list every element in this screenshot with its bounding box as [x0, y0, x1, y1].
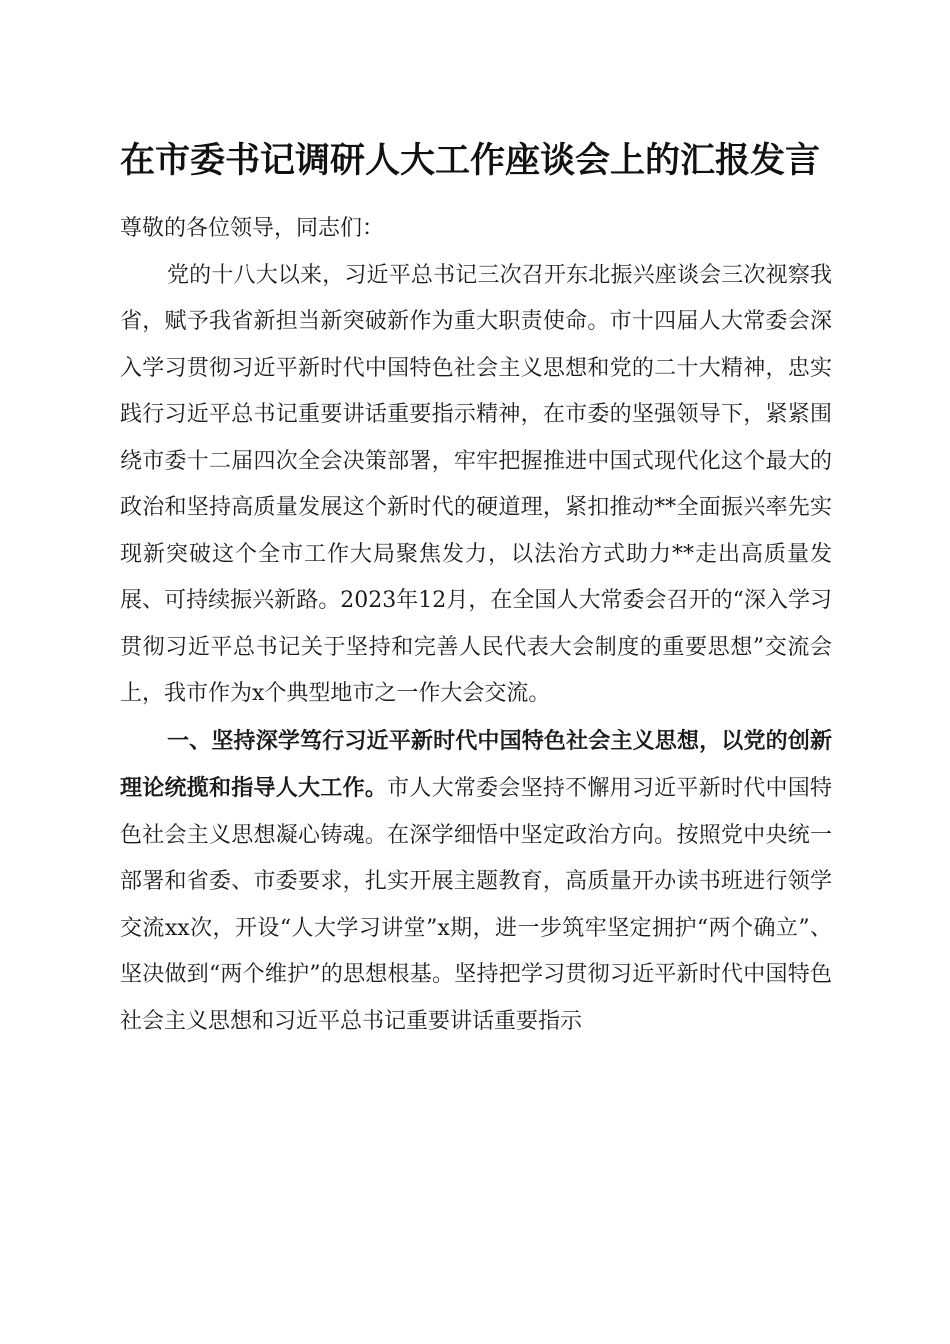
section-1-heading: 一、坚持深学笃行习近平新时代中国特色社会主义思想，以党的创新理论统揽和指导人大工作。 [120, 727, 832, 801]
document-body [120, 206, 832, 1045]
document-title: 在市委书记调研人大工作座谈会上的汇报发言 [119, 140, 820, 181]
section-1-text: 市人大常委会坚持不懈用习近平新时代中国特色社会主义思想凝心铸魂。在深学细悟中坚定政治方向。按照党中央统一部署和省委、市委要求，扎实开展主题教育，高质量开办读书班进行领学交流xx次，开设“人大学习讲堂”x期，进一步筑牢坚定拥护“两个确立”、坚决做到“两个维护”的思想根基。坚持把学习贯彻习近平新时代中国特色社会主义思想和习近平总书记重要讲话重要指示 [120, 776, 832, 1034]
salutation: 尊敬的各位领导，同志们： [120, 216, 385, 241]
paragraph-section-1 [120, 718, 832, 1046]
paragraph-intro: 党的十八大以来，习近平总书记三次召开东北振兴座谈会三次视察我省，赋予我省新担当新突破新作为重大职责使命。市十四届人大常委会深入学习贯彻习近平新时代中国特色社会主义思想和党的二十大精神，忠实践行习近平总书记重要讲话重要指示精神，在市委的坚强领导下，紧紧围绕市委十二届四次全会决策部署，牢牢把握推进中国式现代化这个最大的政治和坚持高质量发展这个新时代的硬道理，紧扣推动**全面振兴率先实现新突破这个全市工作大局聚焦发力，以法治方式助力**走出高质量发展、可持续振兴新路。2023年12月，在全国人大常委会召开的“深入学习贯彻习近平总书记关于坚持和完善人民代表大会制度的重要思想”交流会上，我市作为x个典型地市之一作大会交流。 [120, 262, 832, 706]
